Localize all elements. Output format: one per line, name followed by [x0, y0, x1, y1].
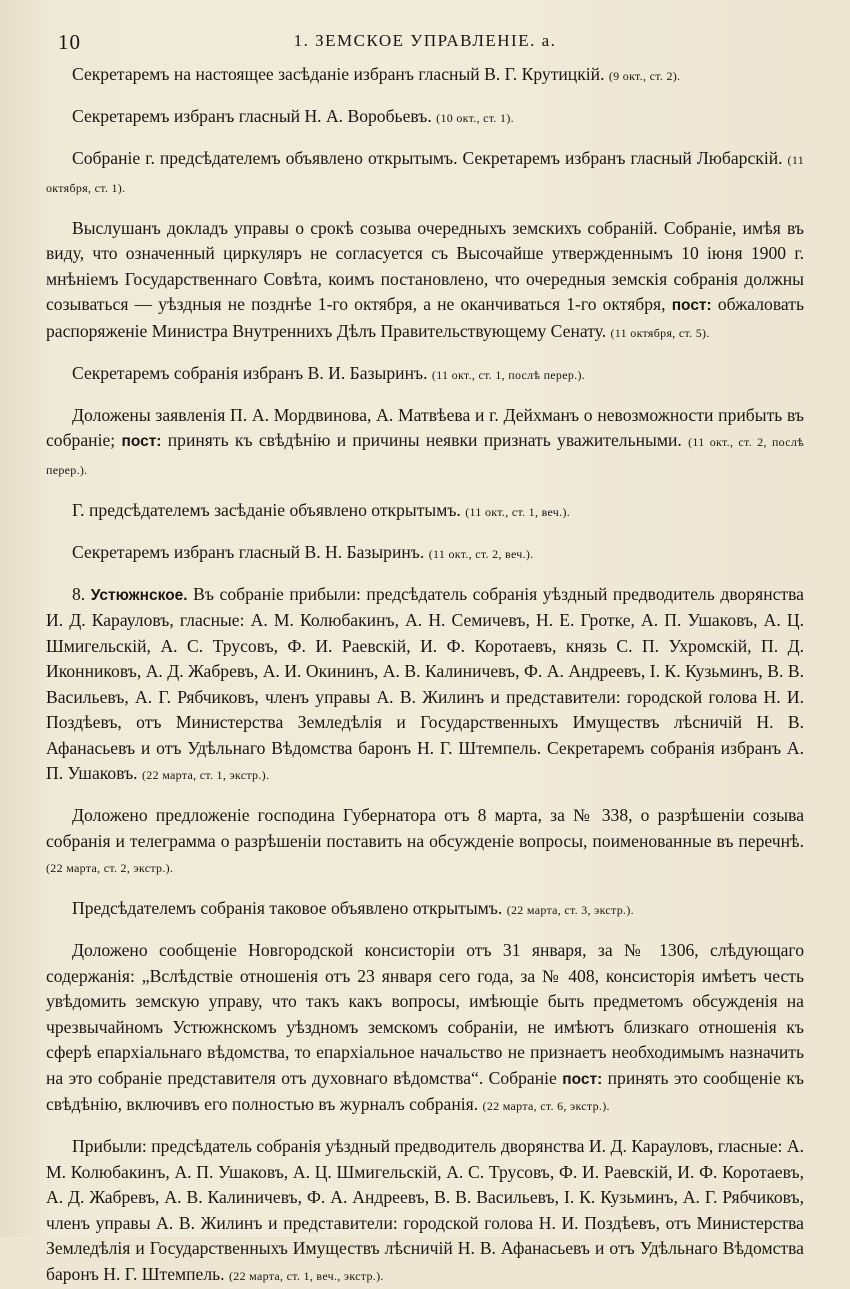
paragraph	[46, 216, 804, 347]
paragraph	[46, 104, 804, 132]
citation-ref: (9 окт., ст. 2).	[608, 69, 681, 83]
paragraph-text: Собраніе г. предсѣдателемъ объявлено открытымъ. Секретаремъ избранъ гласный Любарскій.	[72, 148, 783, 168]
paragraph-text: Секретаремъ собранія избранъ В. И. Базыринъ.	[72, 362, 428, 383]
section-number: 8.	[72, 583, 86, 604]
paragraph	[46, 146, 804, 201]
citation-ref: (22 марта, ст. 1, веч., экстр.).	[228, 1268, 384, 1283]
paragraph-text: принять это сообщеніе къ свѣдѣнію, включивъ его полностью въ журналъ собранія.	[46, 1067, 804, 1114]
paragraph	[46, 62, 804, 90]
page-header	[46, 28, 804, 62]
citation-ref: (22 марта, ст. 6, экстр.).	[482, 1099, 610, 1113]
citation-ref: (11 октября, ст. 1).	[46, 153, 804, 195]
paragraph-text: Выслушанъ докладъ управы о срокѣ созыва очередныхъ земскихъ собраній. Собраніе, имѣя въ виду, что означенный циркуляръ не согласуется съ Высочайше утвержденнымъ 10 іюня 1900 г. мнѣніемъ Государственнаго Совѣта, коимъ постановлено, что очередныя земскія собранія должны созываться — уѣздныя не позднѣе 1-го октября, а не оканчиваться 1-го октября,	[46, 217, 804, 314]
paragraph-text: Доложено сообщеніе Новгородской консисторіи отъ 31 января, за № 1306, слѣдующаго содержанія: „Вслѣдствіе отношенія отъ 23 января сего года, за № 408, консисторія имѣетъ честь увѣдомить земскую управу, что такъ какъ вопросы, имѣющіе быть предметомъ обсужденія на чрезвычайномъ Устюжнскомъ уѣздномъ земскомъ собраніи, не имѣютъ близкаго отношенія къ сферѣ епархіальнаго вѣдомства, то епархіальное начальство не признаетъ необходимымъ назначить на это собраніе представителя отъ духовнаго вѣдомства“. Собраніе	[46, 940, 804, 1088]
paragraph-text: Доложено предложеніе господина Губернатора отъ 8 марта, за № 338, о разрѣшеніи созыва собранія и телеграмма о разрѣшеніи поставить на обсужденіе вопросы, поименованные въ перечнѣ.	[46, 805, 804, 851]
paragraph	[46, 403, 804, 484]
paragraph-text: принять къ свѣдѣнію и причины неявки признать уважительными.	[167, 430, 682, 450]
paragraph-text: Въ собраніе прибыли: предсѣдатель собранія уѣздный предводитель дворянства И. Д. Карауловъ, гласные: А. М. Колюбакинъ, А. Н. Семичевъ, Н. Е. Гротке, А. П. Ушаковъ, А. Ц. Шмигельскій, А. С. Трусовъ, Ф. И. Раевскій, И. Ф. Коротаевъ, князь С. П. Ухромскій, П. Д. Иконниковъ, А. Д. Жабревъ, А. И. Окининъ, А. В. Калиничевъ, Ф. А. Андреевъ, І. К. Кузьминъ, В. В. Васильевъ, А. Г. Рябчиковъ, членъ управы А. В. Жилинъ и представители: городской голова Н. И. Поздѣевъ, отъ Министерства Земледѣлія и Государственныхъ Имуществъ лѣсничій Н. В. Афанасьевъ и отъ Удѣльнаго Вѣдомства баронъ Н. Г. Штемпель. Секретаремъ собранія избранъ А. П. Ушаковъ.	[46, 583, 804, 783]
citation-ref: (22 марта, ст. 3, экстр.).	[506, 903, 634, 917]
paragraph-text: Предсѣдателемъ собранія таковое объявлено открытымъ.	[72, 898, 503, 918]
paragraph-text: Г. предсѣдателемъ засѣданіе объявлено открытымъ.	[72, 499, 461, 520]
citation-ref: (11 октября, ст. 5).	[610, 325, 710, 340]
paragraph-text: Секретаремъ избранъ гласный В. Н. Базыринъ.	[72, 541, 425, 562]
paragraph	[46, 938, 804, 1120]
citation-ref: (11 окт., ст. 2, послѣ перер.).	[46, 435, 805, 477]
citation-ref: (11 окт., ст. 1, веч.).	[465, 504, 571, 519]
running-title: 1. ЗЕМСКОЕ УПРАВЛЕНІЕ. а.	[293, 31, 557, 50]
citation-ref: (22 марта, ст. 1, экстр.).	[142, 768, 270, 782]
citation-ref: (22 марта, ст. 2, экстр.).	[46, 861, 174, 875]
page-number: 10	[58, 30, 81, 54]
document-body	[46, 62, 804, 1289]
paragraph-text: Секретаремъ на настоящее засѣданіе избранъ гласный В. Г. Крутицкій.	[72, 64, 605, 84]
resolution-label: пост:	[121, 433, 162, 450]
paragraph	[46, 540, 804, 568]
citation-ref: (10 окт., ст. 1).	[436, 111, 514, 125]
paragraph	[46, 361, 804, 389]
citation-ref: (11 окт., ст. 2, веч.).	[428, 546, 534, 561]
paragraph	[46, 803, 804, 882]
paragraph	[46, 582, 804, 789]
paragraph-text: Доложены заявленія П. А. Мордвинова, А. Матвѣева и г. Дейхманъ о невозможности прибыть въ собраніе;	[46, 404, 804, 450]
citation-ref: (11 окт., ст. 1, послѣ перер.).	[431, 367, 586, 382]
paragraph	[46, 896, 804, 924]
section-title: Устюжнское.	[90, 586, 188, 604]
resolution-label: пост:	[671, 297, 712, 314]
paragraph	[46, 1134, 804, 1289]
resolution-label: пост:	[562, 1070, 603, 1088]
paragraph-text: Прибыли: предсѣдатель собранія уѣздный предводитель дворянства И. Д. Карауловъ, гласные: А. М. Колюбакинъ, А. П. Ушаковъ, А. Ц. Шмигельскій, А. С. Трусовъ, Ф. И. Раевскій, И. Ф. Коротаевъ, А. Д. Жабревъ, А. В. Калиничевъ, Ф. А. Андреевъ, В. В. Васильевъ, І. К. Кузьминъ, А. Г. Рябчиковъ, членъ управы А. В. Жилинъ и представители: городской голова Н. И. Поздѣевъ, отъ Министерства Земледѣлія и Государственныхъ Имуществъ лѣсничій Н. В. Афанасьевъ и отъ Удѣльнаго Вѣдомства баронъ Н. Г. Штемпель.	[46, 1136, 804, 1284]
paragraph-text: Секретаремъ избранъ гласный Н. А. Воробьевъ.	[72, 106, 432, 126]
paragraph	[46, 498, 804, 526]
paragraph-text: обжаловать распоряженіе Министра Внутреннихъ Дѣлъ Правительствующему Сенату.	[46, 294, 804, 341]
